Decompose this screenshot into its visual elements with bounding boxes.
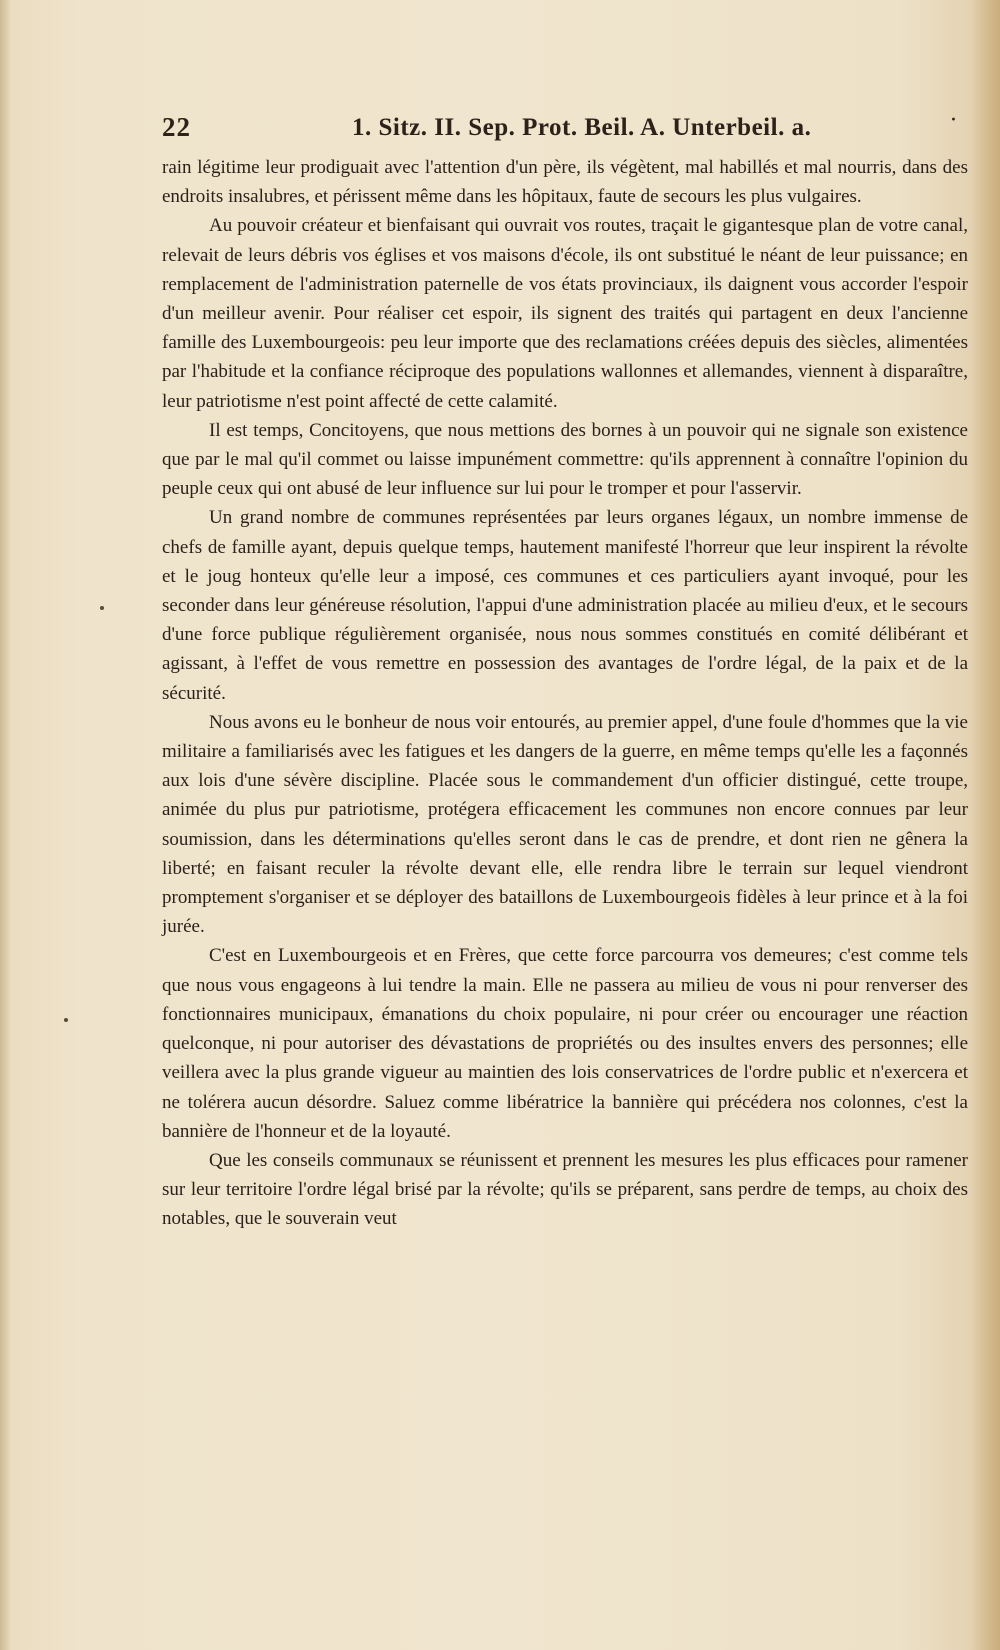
margin-speck <box>64 1018 68 1022</box>
paragraph-7: Que les conseils communaux se réunissent et prennent les mesures les plus efficaces pour ramener sur leur territoire l'ordre légal brisé par la révolte; qu'ils se préparent, sans perdre de temps, au choix des notables, que le souverain veut <box>162 1149 968 1230</box>
body-text <box>162 153 968 1234</box>
paragraph-3: Il est temps, Concitoyens, que nous mettions des bornes à un pouvoir qui ne signale son existence que par le mal qu'il commet ou laisse impunément commettre: qu'ils apprennent à connaître l'opinion du peuple ceux qui ont abusé de leur influence sur lui pour le tromper et pour l'asservir. <box>162 419 968 500</box>
margin-speck <box>100 606 104 610</box>
paragraph-2: Au pouvoir créateur et bienfaisant qui ouvrait vos routes, traçait le gigantesque plan de votre canal, relevait de leurs débris vos églises et vos maisons d'école, ils ont substitué le néant de leur puissance; en remplacement de l'administration paternelle de vos états provinciaux, ils daignent vous accorder l'espoir d'un meilleur avenir. Pour réaliser cet espoir, ils signent des traités qui partagent en deux l'ancienne famille des Luxembourgeois: peu leur importe que des reclamations créées depuis des siècles, alimentées par l'habitude et la confiance réciproque des populations wallonnes et allemandes, viennent à disparaître, leur patriotisme n'est point affecté de cette calamité. <box>162 215 968 412</box>
header-mark: · <box>950 108 957 133</box>
page-header <box>162 108 962 148</box>
paragraph-4: Un grand nombre de communes représentées par leurs organes légaux, un nombre immense de chefs de famille ayant, depuis quelque temps, hautement manifesté l'horreur que leur inspirent la révolte et le joug honteux qu'elle leur a imposé, ces communes et ces particuliers ayant invoqué, pour les seconder dans leur généreuse résolution, l'appui d'une administration placée au milieu d'eux, et le secours d'une force publique régulièrement organisée, nous nous sommes constitués en comité délibérant et agissant, à l'effet de vous remettre en possession des avantages de l'ordre légal, de la paix et de la sécurité. <box>162 507 968 704</box>
paragraph-1: rain légitime leur prodiguait avec l'attention d'un père, ils végètent, mal habillés et mal nourris, dans des endroits insalubres, et périssent même dans les hôpitaux, faute de secours les plus vulgaires. <box>162 157 968 208</box>
running-title: 1. Sitz. II. Sep. Prot. Beil. A. Unterbeil. a. <box>352 114 812 141</box>
paragraph-6: C'est en Luxembourgeois et en Frères, que cette force parcourra vos demeures; c'est comme tels que nous vous engageons à lui tendre la main. Elle ne passera au milieu de vous ni pour renverser des fonctionnaires municipaux, émanations du choix populaire, ni pour créer ou encourager une réaction quelconque, ni pour autoriser des dévastations de propriétés ou des insultes envers des personnes; elle veillera avec la plus grande vigueur au maintien des lois conservatrices de l'ordre public et n'exercera et ne tolérera aucun désordre. Saluez comme libératrice la bannière qui précédera nos colonnes, c'est la bannière de l'honneur et de la loyauté. <box>162 945 968 1142</box>
page-number: 22 <box>162 112 191 142</box>
book-spine <box>0 0 10 1650</box>
page-edge-shadow <box>970 0 1000 1650</box>
paragraph-5: Nous avons eu le bonheur de nous voir entourés, au premier appel, d'une foule d'hommes que la vie militaire a familiarisés avec les fatigues et les dangers de la guerre, en même temps qu'elle les a façonnés aux lois d'une sévère discipline. Placée sous le commandement d'un officier distingué, cette troupe, animée du plus pur patriotisme, protégera efficacement les communes non encore connues par leur soumission, dans les déterminations qu'elles seront dans le cas de prendre, et dont rien ne gênera la liberté; en faisant reculer la révolte devant elle, elle rendra libre le terrain sur lequel viendront promptement s'organiser et se déployer des bataillons de Luxembourgeois fidèles à leur prince et à la foi jurée. <box>162 711 968 938</box>
